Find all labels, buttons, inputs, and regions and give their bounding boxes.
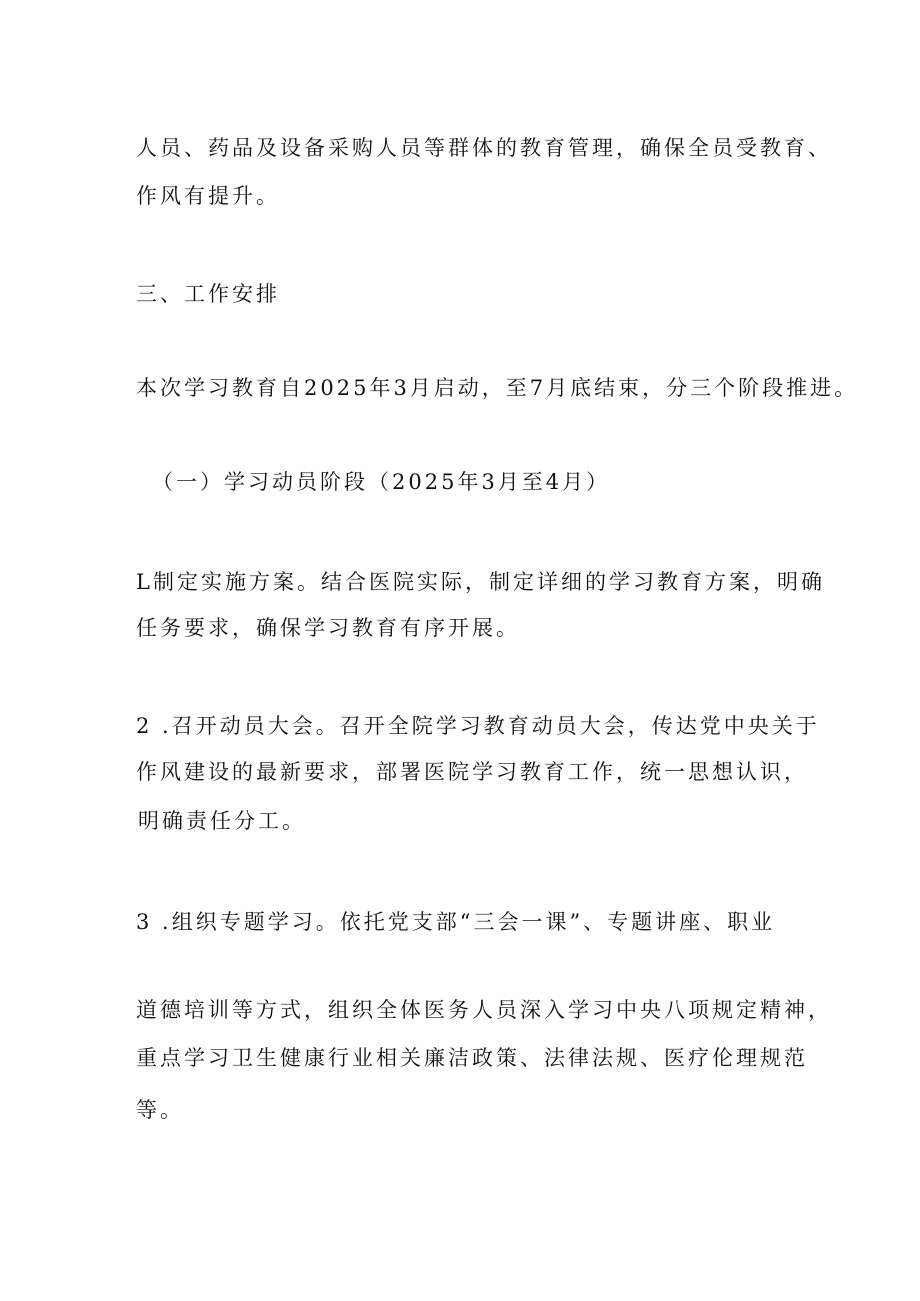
item-2-line: 作风建设的最新要求，部署医院学习教育工作，统一思想认识，: [136, 760, 808, 784]
paragraph-line: 人员、药品及设备采购人员等群体的教育管理，确保全员受教育、: [136, 136, 832, 160]
paragraph-line: 作风有提升。: [136, 184, 280, 208]
item-2-line: 明确责任分工。: [138, 809, 306, 833]
item-3-line: 3 .组织专题学习。依托党支部“三会一课”、专题讲座、职业: [136, 910, 776, 934]
section-heading: 三、工作安排: [136, 282, 280, 306]
phase-heading: （一）学习动员阶段（2025年3月至4月）: [152, 470, 611, 494]
item-1-line: 任务要求，确保学习教育有序开展。: [136, 616, 520, 640]
item-1-line: L制定实施方案。结合医院实际，制定详细的学习教育方案，明确: [136, 570, 825, 594]
intro-paragraph: 本次学习教育自2025年3月启动，至7月底结束，分三个阶段推进。: [136, 376, 859, 400]
item-2-line: 2 .召开动员大会。召开全院学习教育动员大会，传达党中央关于: [136, 714, 820, 738]
item-3-line: 重点学习卫生健康行业相关廉洁政策、法律法规、医疗伦理规范: [136, 1046, 808, 1070]
item-3-line: 等。: [136, 1098, 184, 1122]
item-3-line: 道德培训等方式，组织全体医务人员深入学习中央八项规定精神，: [136, 998, 832, 1022]
